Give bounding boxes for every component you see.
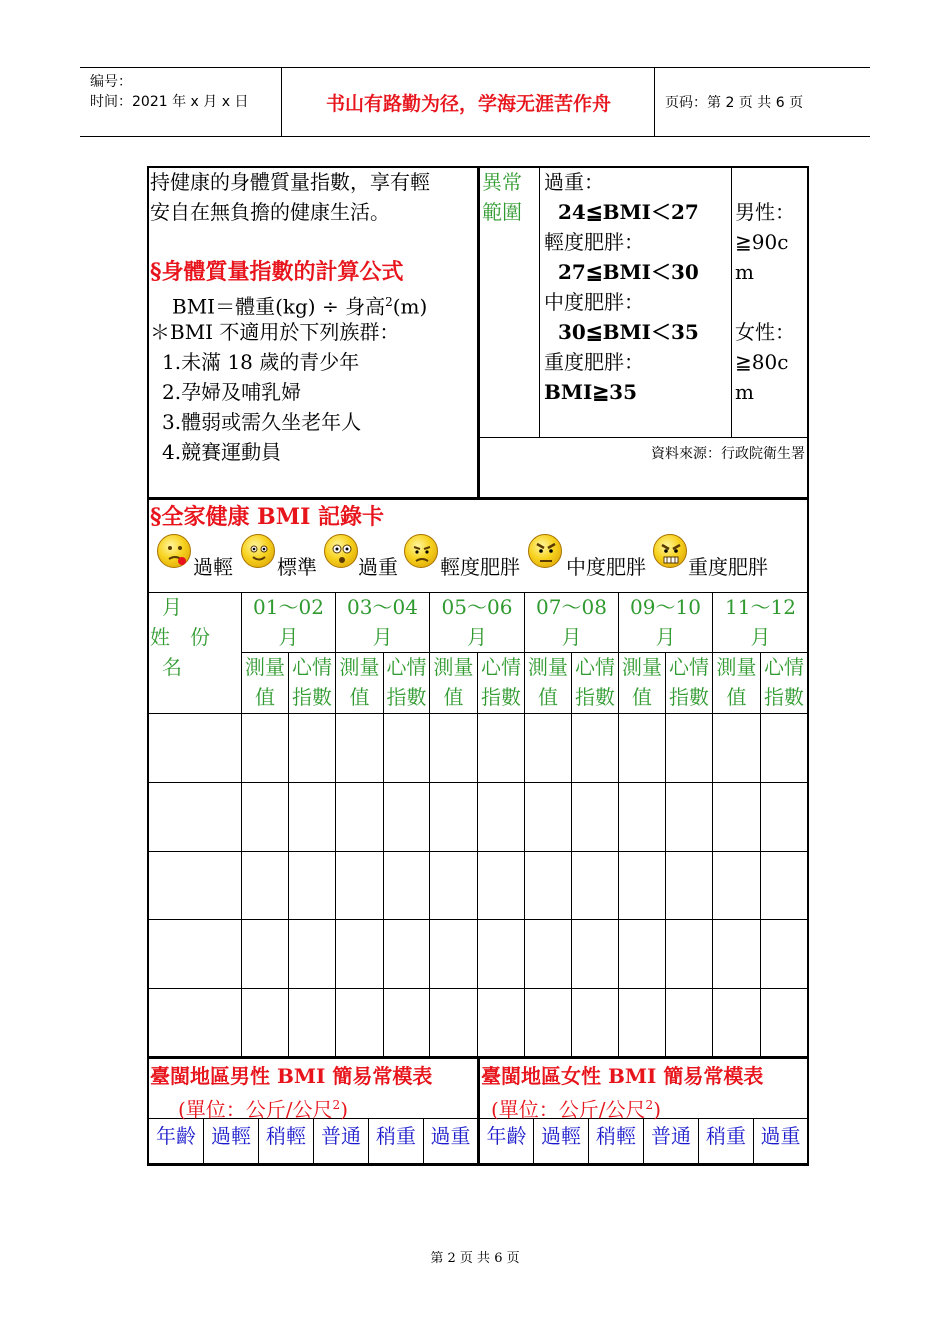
mood-index-header	[384, 652, 429, 712]
intro-line-1: 持健康的身體質量指數，享有輕	[150, 170, 430, 194]
measured-value-header	[619, 652, 665, 712]
range-name: 重度肥胖：	[544, 350, 644, 374]
male-col-slightly-heavy: 稍重	[376, 1124, 416, 1148]
month-range: 05～06	[441, 595, 513, 619]
month-suffix: 月	[750, 625, 771, 649]
month-range: 11～12	[725, 595, 796, 619]
sub-header-text: 心情	[386, 655, 427, 679]
male-col-normal: 普通	[321, 1124, 361, 1148]
male-col-age: 年齡	[156, 1124, 196, 1148]
sub-header-text: 指數	[481, 685, 521, 709]
month-suffix: 月	[467, 625, 487, 649]
mood-label: 中度肥胖	[566, 555, 646, 579]
measured-value-header	[336, 652, 383, 712]
doc-number-label: 编号：	[90, 74, 132, 90]
female-waist-unit: m	[735, 380, 754, 404]
sub-header-text: 指數	[386, 685, 427, 709]
header-meta	[80, 68, 282, 136]
male-col-overweight: 過重	[430, 1124, 471, 1148]
sub-header-text: 測量	[528, 655, 568, 679]
range-name: 輕度肥胖：	[544, 230, 644, 254]
range-value: 27≦BMI＜30	[558, 260, 699, 284]
sub-header-text: 值	[349, 685, 370, 709]
severe-obesity-face-icon	[653, 534, 687, 568]
male-waist-label: 男性：	[735, 200, 795, 224]
female-col-slightly-light: 稍輕	[596, 1124, 636, 1148]
male-col-slightly-light: 稍輕	[266, 1124, 306, 1148]
month-range-header	[713, 592, 808, 652]
month-range-header	[430, 592, 524, 652]
normal-face-icon	[241, 534, 275, 568]
moderate-obesity-face-icon	[528, 534, 562, 568]
male-col-underweight: 過輕	[211, 1124, 251, 1148]
female-col-overweight: 過重	[760, 1124, 801, 1148]
month-suffix: 月	[561, 625, 582, 649]
female-waist-value: ≧80c	[735, 350, 789, 374]
sub-header-text: 心情	[575, 655, 615, 679]
range-value: 24≦BMI＜27	[558, 200, 699, 224]
month-range: 03～04	[347, 595, 418, 619]
unit-exponent: 2	[645, 1098, 654, 1112]
sub-header-text: 心情	[764, 655, 804, 679]
mood-label: 標準	[277, 555, 317, 579]
mood-label: 過輕	[193, 555, 233, 579]
unit-close: )	[653, 1097, 661, 1122]
record-row-empty[interactable]	[149, 852, 807, 919]
formula-title: §身體質量指數的計算公式	[150, 259, 404, 285]
female-norm-unit	[491, 1090, 661, 1125]
sub-header-text: 測量	[339, 655, 380, 679]
female-col-slightly-heavy: 稍重	[706, 1124, 746, 1148]
male-norm-unit	[178, 1090, 348, 1125]
sub-header-text: 測量	[433, 655, 474, 679]
month-range: 09～10	[630, 595, 701, 619]
month-range-header	[336, 592, 429, 652]
sub-header-text: 測量	[716, 655, 757, 679]
name-header-label: 名	[162, 655, 182, 679]
month-range: 07～08	[536, 595, 607, 619]
page-header	[80, 67, 870, 137]
unit-exponent: 2	[332, 1098, 341, 1112]
unit-text: (單位：公斤/公尺	[178, 1097, 333, 1122]
mild-obesity-face-icon	[404, 534, 438, 568]
sub-header-text: 指數	[292, 685, 332, 709]
measured-value-header	[242, 652, 288, 712]
mood-label: 過重	[358, 555, 398, 579]
measured-value-header	[713, 652, 760, 712]
measured-value-header	[430, 652, 477, 712]
sub-header-text: 測量	[245, 655, 285, 679]
header-motto: 书山有路勤为径，学海无涯苦作舟	[283, 68, 655, 136]
sub-header-text: 指數	[669, 685, 709, 709]
underweight-face-icon	[157, 534, 191, 568]
sub-header-text: 心情	[481, 655, 521, 679]
female-norm-title: 臺閩地區女性 BMI 簡易常模表	[481, 1064, 764, 1088]
sub-header-text: 值	[443, 685, 464, 709]
page-footer: 第 2 页 共 6 页	[430, 1251, 520, 1266]
month-header-label: 月	[162, 595, 182, 619]
intro-line-2: 安自在無負擔的健康生活。	[150, 200, 390, 224]
header-page-label: 页码：第 2 页 共 6 页	[665, 95, 804, 111]
range-value: 30≦BMI＜35	[558, 320, 699, 344]
month-suffix: 月	[278, 625, 299, 649]
mood-index-header	[572, 652, 618, 712]
female-col-age: 年齡	[486, 1124, 527, 1148]
female-col-normal: 普通	[651, 1124, 691, 1148]
male-norm-title: 臺閩地區男性 BMI 簡易常模表	[150, 1064, 433, 1088]
abnormal-label-line-2: 範圍	[482, 200, 522, 224]
abnormal-label-line-1: 異常	[482, 170, 522, 194]
mood-label: 重度肥胖	[688, 555, 768, 579]
unit-text: (單位：公斤/公尺	[491, 1097, 646, 1122]
record-card-title: §全家健康 BMI 記錄卡	[150, 504, 385, 530]
mood-index-header	[666, 652, 712, 712]
sub-header-text: 指數	[764, 685, 804, 709]
sub-header-text: 心情	[292, 655, 332, 679]
measured-value-header	[525, 652, 571, 712]
record-row-empty[interactable]	[149, 989, 807, 1056]
data-source: 資料來源：行政院衛生署	[651, 446, 805, 462]
sub-header-text: 值	[632, 685, 652, 709]
overweight-face-icon	[324, 534, 358, 568]
exclusion-item: 1.未滿 18 歲的青少年	[162, 350, 360, 374]
range-name: 過重：	[544, 170, 604, 194]
exclusion-item: 2.孕婦及哺乳婦	[162, 380, 302, 404]
sub-header-text: 值	[538, 685, 558, 709]
female-col-underweight: 過輕	[541, 1124, 581, 1148]
date-line: 时间：2021 年 x 月 x 日	[90, 94, 249, 110]
record-row-empty[interactable]	[149, 714, 807, 782]
sub-header-text: 測量	[622, 655, 662, 679]
month-suffix: 月	[655, 625, 676, 649]
month-range-header	[525, 592, 618, 652]
mood-index-header	[478, 652, 524, 712]
mood-index-header	[289, 652, 335, 712]
male-waist-unit: m	[735, 260, 754, 284]
female-waist-label: 女性：	[735, 320, 795, 344]
name-month-header-label: 姓 份	[150, 625, 210, 649]
male-waist-value: ≧90c	[735, 230, 789, 254]
month-range: 01～02	[253, 595, 324, 619]
sub-header-text: 值	[726, 685, 747, 709]
sub-header-text: 心情	[669, 655, 709, 679]
month-range-header	[242, 592, 335, 652]
formula-unit: (m)	[392, 294, 428, 319]
mood-label: 輕度肥胖	[440, 555, 520, 579]
sub-header-text: 值	[255, 685, 275, 709]
sub-header-text: 指數	[575, 685, 615, 709]
month-range-header	[619, 592, 712, 652]
exclusion-item: 4.競賽運動員	[162, 440, 282, 464]
record-row-empty[interactable]	[149, 783, 807, 851]
formula-text: BMI＝體重(kg) ÷ 身高	[172, 294, 386, 319]
range-name: 中度肥胖：	[544, 290, 644, 314]
mood-index-header	[761, 652, 807, 712]
unit-close: )	[340, 1097, 348, 1122]
exclusion-item: 3.體弱或需久坐老年人	[162, 410, 362, 434]
formula-exponent: 2	[385, 295, 393, 309]
month-suffix: 月	[372, 625, 393, 649]
exclusion-title: ＊BMI 不適用於下列族群：	[150, 320, 400, 344]
range-value: BMI≧35	[544, 380, 637, 404]
record-row-empty[interactable]	[149, 920, 807, 988]
